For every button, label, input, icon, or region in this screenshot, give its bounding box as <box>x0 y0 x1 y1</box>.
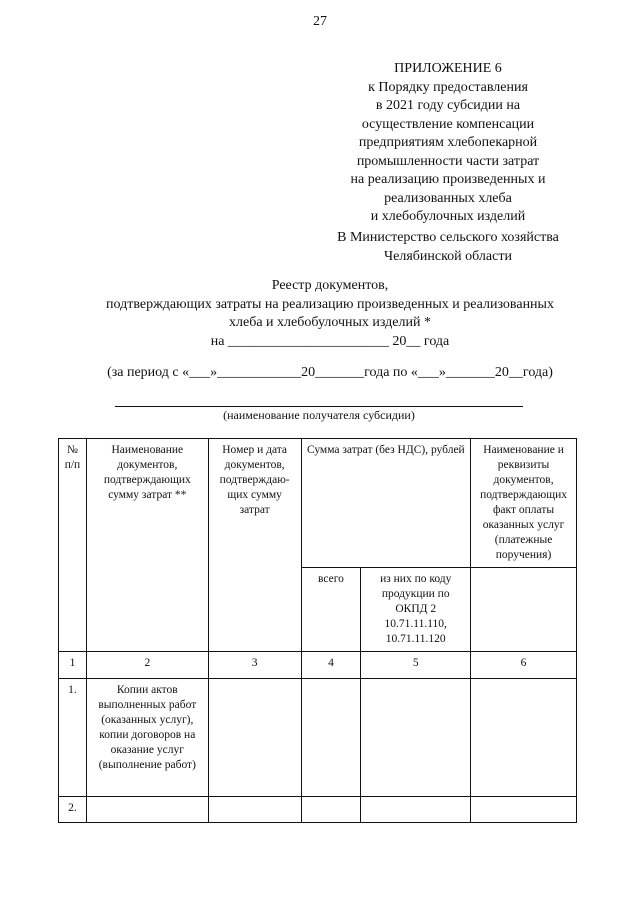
row-doc-name <box>86 797 208 823</box>
table-cell <box>471 797 577 823</box>
column-number: 5 <box>361 652 471 679</box>
appendix-line: осуществление компенсации <box>361 116 535 132</box>
subheader-cell-okpd: из них по коду продукции по ОКПД 2 10.71.11.110, 10.71.11.120 <box>361 568 471 652</box>
table-cell <box>301 679 361 797</box>
table-cell <box>361 797 471 823</box>
header-cell-payment-docs: Наименование и реквизиты документов, подтверждающих факт оплаты оказанных услуг (платежные поручения) <box>471 439 577 568</box>
column-number: 6 <box>471 652 577 679</box>
column-number: 3 <box>208 652 301 679</box>
table-row <box>59 797 577 823</box>
title-line: Реестр документов, <box>271 278 389 293</box>
appendix-block <box>318 60 578 227</box>
recipient-underline <box>115 406 523 407</box>
table-cell <box>208 679 301 797</box>
addressee-block <box>318 229 578 266</box>
appendix-line: реализованных хлеба <box>384 190 512 206</box>
addressee-line: Челябинской области <box>384 248 512 264</box>
header-cell-sum: Сумма затрат (без НДС), рублей <box>301 439 470 568</box>
header-cell-doc-name: Наименование документов, подтверждающих сумму затрат ** <box>86 439 208 652</box>
appendix-line: и хлебобулочных изделий <box>370 209 526 224</box>
appendix-line: на реализацию произведенных и <box>350 172 546 187</box>
addressee-line: В Министерство сельского хозяйства <box>337 230 559 245</box>
header-cell-num: № п/п <box>59 439 87 652</box>
document-title <box>60 277 600 351</box>
header-cell-doc-number-date: Номер и дата документов, подтверждаю-щих сумму затрат <box>208 439 301 652</box>
table-cell <box>361 679 471 797</box>
appendix-line: промышленности части затрат <box>356 153 540 169</box>
column-number-row <box>59 652 577 679</box>
subheader-cell-total: всего <box>301 568 361 652</box>
appendix-line: предприятиям хлебопекарной <box>358 135 538 150</box>
column-number: 1 <box>59 652 87 679</box>
header-row <box>59 439 577 568</box>
table-cell <box>471 679 577 797</box>
title-line: хлеба и хлебобулочных изделий * <box>229 315 431 330</box>
column-number: 2 <box>86 652 208 679</box>
recipient-caption: (наименование получателя субсидии) <box>223 408 415 422</box>
period-line: (за период с «___»____________20_______года по «___»_______20__года) <box>107 365 553 380</box>
table-row <box>59 679 577 797</box>
title-line: подтверждающих затраты на реализацию произведенных и реализованных <box>106 296 554 312</box>
page-number: 27 <box>313 14 327 29</box>
subheader-cell-empty <box>471 568 577 652</box>
appendix-heading: ПРИЛОЖЕНИЕ 6 <box>394 61 502 76</box>
row-number: 2. <box>59 797 87 823</box>
table-cell <box>301 797 361 823</box>
column-number: 4 <box>301 652 361 679</box>
title-date-line: на _______________________ 20__ года <box>210 333 450 349</box>
table-cell <box>208 797 301 823</box>
row-number: 1. <box>59 679 87 797</box>
appendix-line: в 2021 году субсидии на <box>375 98 521 113</box>
row-doc-name: Копии актов выполненных работ (оказанных услуг), копии договоров на оказание услуг (выполнение работ) <box>86 679 208 797</box>
appendix-line: к Порядку предоставления <box>368 79 528 95</box>
registry-table <box>58 438 577 823</box>
